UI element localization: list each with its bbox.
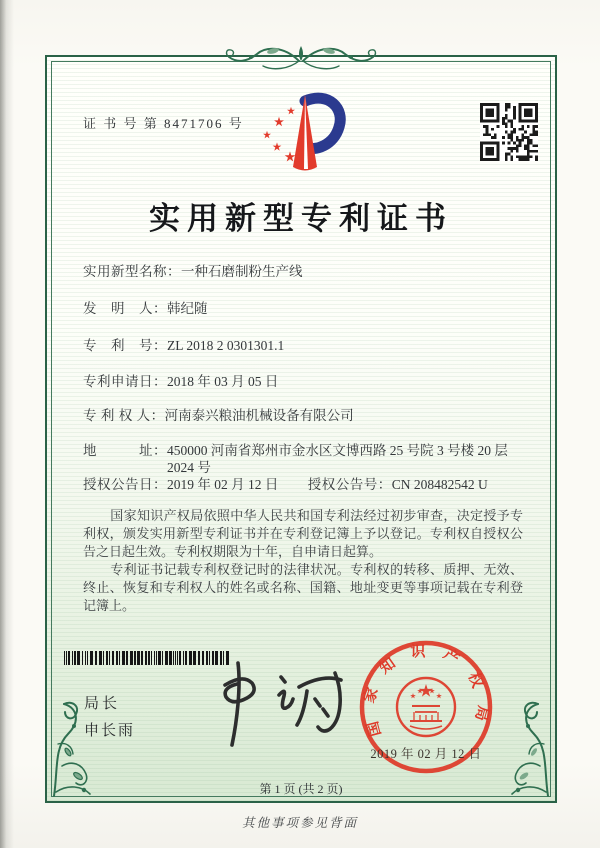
field-value: 韩纪随	[167, 301, 208, 316]
field-address	[83, 442, 531, 476]
national-emblem-icon	[397, 678, 455, 736]
legal-paragraph: 专利证书记载专利权登记时的法律状况。专利权的转移、质押、无效、终止、恢复和专利权人的姓名或名称、国籍、地址变更等事项记载在专利登记簿上。	[83, 562, 523, 613]
field-grant-date	[83, 477, 278, 492]
certificate-title: 实用新型专利证书	[149, 201, 453, 236]
legal-paragraph: 国家知识产权局依照中华人民共和国专利法经过初步审查，决定授予专利权，颁发实用新型专利证书并在专利登记簿上予以登记。专利权自授权公告之日起生效。专利权期限为十年，自申请日起算。	[83, 508, 523, 559]
certificate-number: 证 书 号 第 8471706 号	[83, 116, 244, 131]
legal-text	[83, 507, 523, 615]
field-value: 一种石磨制粉生产线	[181, 264, 303, 279]
field-value: ZL 2018 2 0301301.1	[167, 338, 285, 353]
field-grant-number	[308, 477, 488, 492]
field-utility-model-name	[83, 263, 531, 280]
field-label: 授权公告号：	[307, 477, 392, 492]
certificate-border	[45, 55, 557, 803]
field-label: 专 利 号：	[83, 338, 167, 353]
director-name: 申长雨	[84, 723, 136, 739]
field-label: 授权公告日：	[83, 477, 167, 492]
seal-date: 2019 年 02 月 12 日	[370, 747, 482, 761]
director-signature	[195, 653, 365, 763]
field-value: 2019 年 02 月 12 日	[167, 477, 279, 492]
page-number: 第 1 页 (共 2 页)	[259, 782, 343, 796]
field-patentee	[83, 407, 531, 424]
field-value: 2018 年 03 月 05 日	[167, 374, 279, 389]
field-value: 河南泰兴粮油机械设备有限公司	[164, 408, 354, 423]
field-inventor	[83, 300, 531, 317]
back-side-note: 其他事项参见背面	[241, 816, 358, 830]
field-grant-row	[83, 476, 531, 493]
field-label: 实用新型名称：	[83, 264, 181, 279]
top-flourish-ornament	[221, 41, 381, 77]
field-value: CN 208482542 U	[391, 477, 488, 492]
field-label: 专 利 权 人：	[83, 408, 165, 423]
cnipa-patent-logo-icon	[253, 89, 355, 183]
qr-code	[479, 103, 539, 161]
field-value: 450000 河南省郑州市金水区文博西路 25 号院 3 号楼 20 层 2024 号	[167, 443, 508, 475]
field-filing-date	[83, 373, 531, 390]
field-label: 发 明 人：	[83, 301, 167, 316]
field-label: 地 址：	[83, 443, 167, 458]
director-title: 局长	[84, 696, 121, 712]
field-label: 专利申请日：	[83, 374, 167, 389]
seal-text: 国家知识产权局	[361, 643, 491, 738]
field-patent-number	[83, 337, 531, 354]
